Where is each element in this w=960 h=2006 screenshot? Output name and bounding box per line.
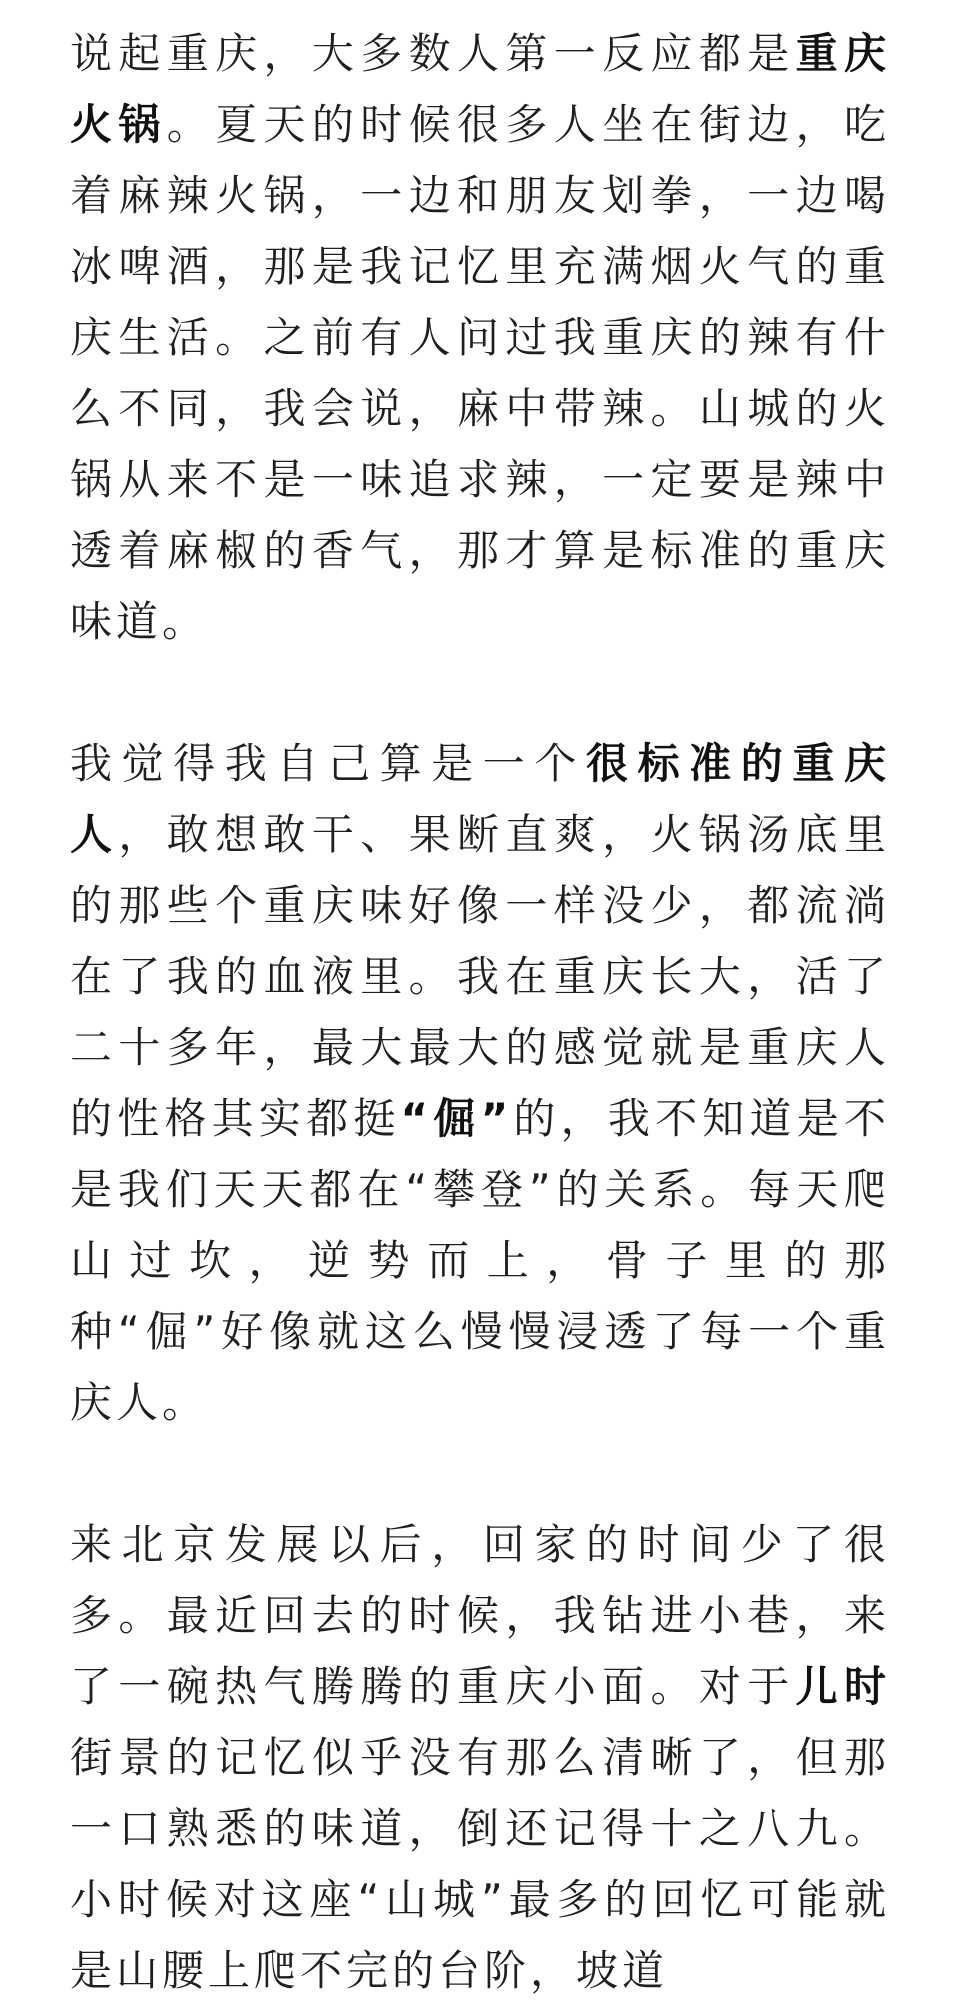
- paragraph-beijing-memories: [70, 1509, 890, 2006]
- paragraph-3-text-continued: 街景的记忆似乎没有那么清晰了，但那一口熟悉的味道，倒还记得十之八九。小时候对这座“山城”最多的回忆可能就是山腰上爬不完的台阶，坡道: [70, 1733, 890, 1995]
- paragraph-1-text: 说起重庆，大多数人第一反应都是: [70, 29, 796, 78]
- paragraph-3-bold-childhood: 儿时: [795, 1662, 890, 1711]
- paragraph-2-bold-stubborn: “倔”: [400, 1094, 513, 1143]
- paragraph-2-bold-standard-chongqing-person: 很标准的重庆人: [70, 739, 890, 859]
- paragraph-2-text-end: 的，我不知道是不是我们天天都在“攀登”的关系。每天爬山过坎，逆势而上，骨子里的那种“倔”好像就这么慢慢浸透了每一个重庆人。: [70, 1094, 890, 1427]
- paragraph-2-text-continued: ，敢想敢干、果断直爽，火锅汤底里的那些个重庆味好像一样没少，都流淌在了我的血液里。我在重庆长大，活了二十多年，最大最大的感觉就是重庆人的性格其实都挺: [70, 810, 890, 1143]
- paragraph-2-text: 我觉得我自己算是一个: [70, 739, 586, 788]
- paragraph-1-bold-chongqing-hotpot: 重庆火锅: [70, 29, 890, 149]
- article-body: [70, 18, 890, 2006]
- paragraph-1-text-continued: 。夏天的时候很多人坐在街边，吃着麻辣火锅，一边和朋友划拳，一边喝冰啤酒，那是我记忆里充满烟火气的重庆生活。之前有人问过我重庆的辣有什么不同，我会说，麻中带辣。山城的火锅从来不是一味追求辣，一定要是辣中透着麻椒的香气，那才算是标准的重庆味道。: [70, 100, 890, 646]
- paragraph-3-text: 来北京发展以后，回家的时间少了很多。最近回去的时候，我钻进小巷，来了一碗热气腾腾的重庆小面。对于: [70, 1520, 890, 1711]
- paragraph-chongqing-person: [70, 728, 890, 1438]
- paragraph-hotpot: [70, 18, 890, 657]
